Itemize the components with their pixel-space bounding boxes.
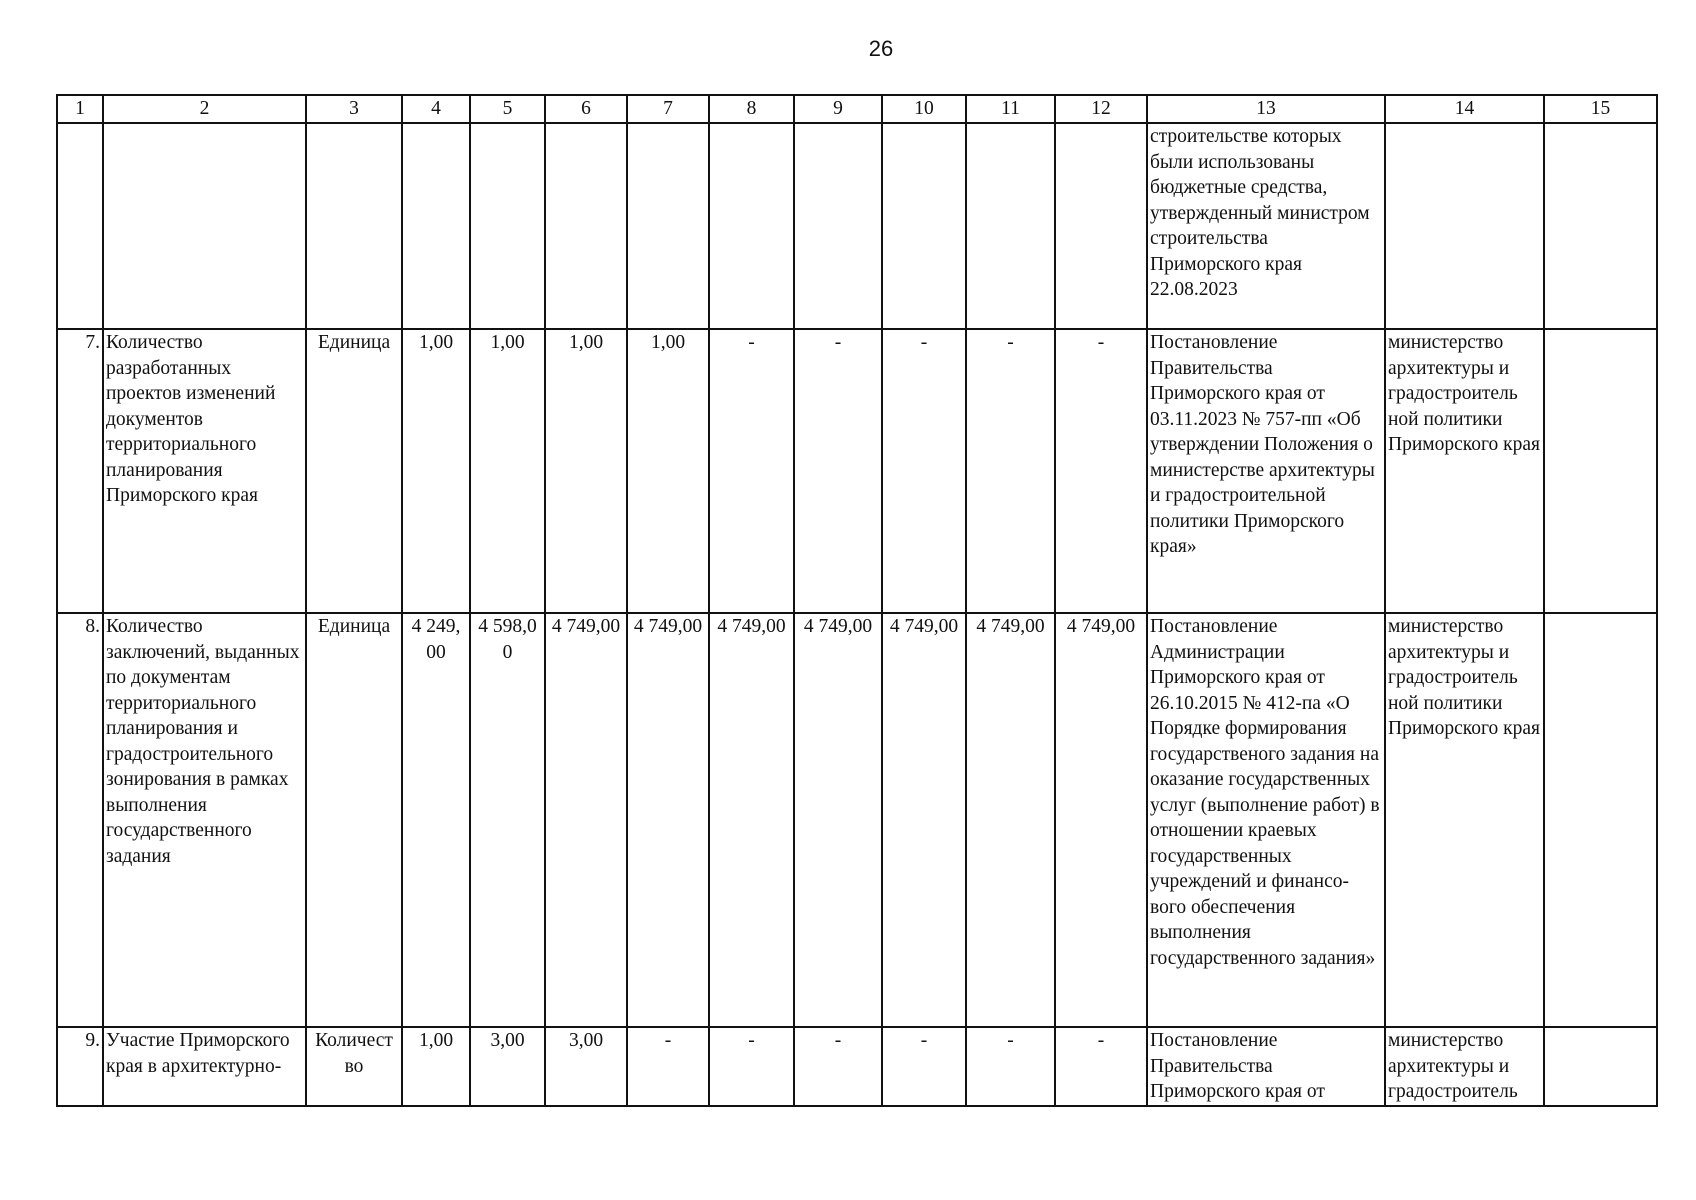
- header-cell: 6: [545, 95, 627, 123]
- row-number: 9.: [57, 1027, 103, 1106]
- header-cell: 9: [794, 95, 882, 123]
- indicators-table: [56, 94, 1658, 1107]
- value-cell: -: [627, 1027, 709, 1106]
- value-cell: -: [966, 1027, 1055, 1106]
- indicator-name: Количество разработанных проектов изменений документов территориального планирования Приморского края: [103, 329, 306, 613]
- header-cell: 15: [1544, 95, 1657, 123]
- header-cell: 1: [57, 95, 103, 123]
- header-cell: 8: [709, 95, 794, 123]
- value-cell: 1,00: [627, 329, 709, 613]
- value-cell: 1,00: [470, 329, 545, 613]
- value-cell: -: [709, 1027, 794, 1106]
- value-cell: 4 749,00: [709, 613, 794, 1027]
- table-row: [57, 613, 1657, 1027]
- responsible-cell: министерство архитектуры и градостроитель ной политики Приморского края: [1385, 329, 1544, 613]
- unit-cell: Единица: [306, 329, 402, 613]
- responsible-cell: министерство архитектуры и градостроитель ной политики Приморского края: [1385, 613, 1544, 1027]
- basis-cell: Постановление Правительства Приморского края от: [1147, 1027, 1385, 1106]
- table-row: [57, 329, 1657, 613]
- value-cell: 1,00: [402, 1027, 470, 1106]
- header-cell: 12: [1055, 95, 1147, 123]
- table-cell: [103, 123, 306, 329]
- value-cell: -: [709, 329, 794, 613]
- value-cell: -: [794, 329, 882, 613]
- basis-cell: строительстве которых были использованы бюджетные средства, утвержденный министром строительства Приморского края 22.08.2023: [1147, 123, 1385, 329]
- row-number: 7.: [57, 329, 103, 613]
- value-cell: 4 749,00: [882, 613, 966, 1027]
- basis-cell: Постановление Администрации Приморского края от 26.10.2015 № 412-па «О Порядке формирования государственого задания на оказание государственных услуг (выполнение работ) в отношении краевых государственных учреждений и финансо-вого обеспечения выполнения государственного задания»: [1147, 613, 1385, 1027]
- responsible-cell: министерство архитектуры и градостроитель: [1385, 1027, 1544, 1106]
- value-cell: 3,00: [470, 1027, 545, 1106]
- unit-cell: Единица: [306, 613, 402, 1027]
- table-cell: [1544, 123, 1657, 329]
- table-cell: [1544, 329, 1657, 613]
- basis-cell: Постановление Правительства Приморского края от 03.11.2023 № 757-пп «Об утверждении Положения о министерстве архитектуры и градостроительной политики Приморского края»: [1147, 329, 1385, 613]
- value-cell: 3,00: [545, 1027, 627, 1106]
- header-cell: 2: [103, 95, 306, 123]
- header-cell: 10: [882, 95, 966, 123]
- value-cell: -: [882, 329, 966, 613]
- header-cell: 14: [1385, 95, 1544, 123]
- table-cell: [306, 123, 402, 329]
- value-cell: -: [1055, 1027, 1147, 1106]
- page-number: 26: [868, 36, 894, 61]
- indicator-name: Участие Приморского края в архитектурно-: [103, 1027, 306, 1106]
- table-cell: [470, 123, 545, 329]
- table-cell: [794, 123, 882, 329]
- table-cell: [627, 123, 709, 329]
- indicator-name: Количество заключений, выданных по документам территориального планирования и градостроительного зонирования в рамках выполнения государственного задания: [103, 613, 306, 1027]
- value-cell: 1,00: [402, 329, 470, 613]
- header-cell: 3: [306, 95, 402, 123]
- header-cell: 11: [966, 95, 1055, 123]
- value-cell: 4 749,00: [1055, 613, 1147, 1027]
- table-cell: [1544, 613, 1657, 1027]
- value-cell: 4 749,00: [545, 613, 627, 1027]
- table-cell: [57, 123, 103, 329]
- table-cell: [1385, 123, 1544, 329]
- value-cell: -: [1055, 329, 1147, 613]
- value-cell: -: [966, 329, 1055, 613]
- header-cell: 13: [1147, 95, 1385, 123]
- header-cell: 7: [627, 95, 709, 123]
- table-cell: [1544, 1027, 1657, 1106]
- table-row-continuation: [57, 123, 1657, 329]
- table-cell: [966, 123, 1055, 329]
- header-cell: 4: [402, 95, 470, 123]
- value-cell: 4 249, 00: [402, 613, 470, 1027]
- value-cell: -: [794, 1027, 882, 1106]
- value-cell: 4 598,0 0: [470, 613, 545, 1027]
- table-cell: [402, 123, 470, 329]
- value-cell: 4 749,00: [794, 613, 882, 1027]
- value-cell: 4 749,00: [966, 613, 1055, 1027]
- value-cell: 4 749,00: [627, 613, 709, 1027]
- value-cell: -: [882, 1027, 966, 1106]
- table-cell: [709, 123, 794, 329]
- table-row: [57, 1027, 1657, 1106]
- table-header-row: [57, 95, 1657, 123]
- table-cell: [545, 123, 627, 329]
- header-cell: 5: [470, 95, 545, 123]
- table-cell: [882, 123, 966, 329]
- row-number: 8.: [57, 613, 103, 1027]
- table-cell: [1055, 123, 1147, 329]
- value-cell: 1,00: [545, 329, 627, 613]
- unit-cell: Количест во: [306, 1027, 402, 1106]
